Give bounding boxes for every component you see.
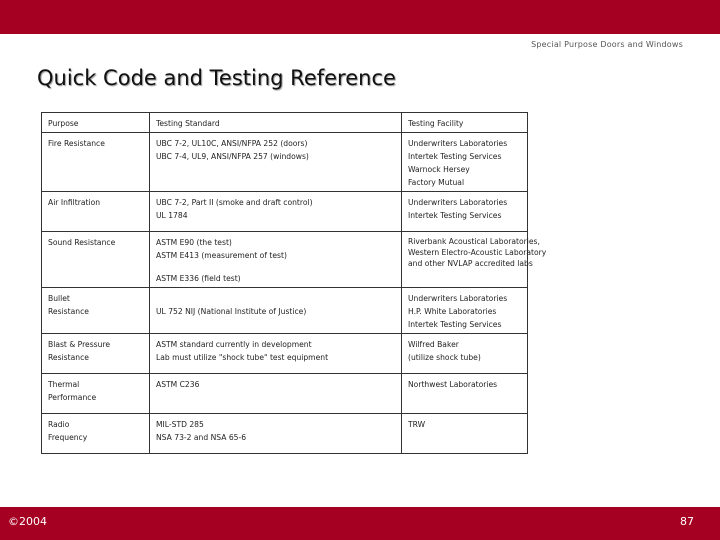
column-header-purpose: Purpose [42, 113, 150, 133]
bottom-brand-bar [0, 507, 720, 540]
facility-cell: Underwriters Laboratories H.P. White Laboratories Intertek Testing Services [402, 287, 528, 333]
facility-cell: Northwest Laboratories [402, 373, 528, 413]
purpose-cell: Thermal Performance [42, 373, 150, 413]
top-brand-bar [0, 0, 720, 34]
standard-cell: MIL-STD 285 NSA 73-2 and NSA 65-6 [150, 413, 402, 453]
standard-cell: ASTM C236 [150, 373, 402, 413]
table-row [42, 373, 528, 413]
column-header-facility: Testing Facility [402, 113, 528, 133]
reference-table [41, 112, 547, 454]
table-row [42, 333, 528, 373]
standard-cell: ASTM E90 (the test) ASTM E413 (measurement of test) [150, 232, 402, 272]
facility-cell: Underwriters Laboratories Intertek Testing Services Warnock Hersey Factory Mutual [402, 133, 528, 192]
copyright-notice: ©2004 [8, 515, 47, 528]
purpose-cell: Fire Resistance [42, 133, 150, 192]
facility-cell: TRW [402, 413, 528, 453]
facility-cell: Riverbank Acoustical Laboratories, Western Electro-Acoustic Laboratory and other NVLAP accredited labs [402, 232, 528, 272]
table-row [42, 192, 528, 232]
column-header-standard: Testing Standard [150, 113, 402, 133]
purpose-cell: Bullet Resistance [42, 287, 150, 333]
purpose-cell: Air Infiltration [42, 192, 150, 232]
table-row [42, 232, 528, 272]
facility-cell: Wilfred Baker (utilize shock tube) [402, 333, 528, 373]
purpose-cell: Blast & Pressure Resistance [42, 333, 150, 373]
purpose-cell-empty [42, 272, 150, 288]
page-number: 87 [680, 515, 694, 528]
table-row [42, 413, 528, 453]
table-row [42, 287, 528, 333]
standard-cell: UBC 7-2, Part II (smoke and draft control) UL 1784 [150, 192, 402, 232]
header-caption: Special Purpose Doors and Windows [531, 40, 683, 49]
facility-cell: Underwriters Laboratories Intertek Testing Services [402, 192, 528, 232]
standard-cell: UL 752 NIJ (National Institute of Justice) [150, 287, 402, 333]
facility-cell-empty [402, 272, 528, 288]
table-row-continuation [42, 272, 528, 288]
standard-cell: UBC 7-2, UL10C, ANSI/NFPA 252 (doors) UBC 7-4, UL9, ANSI/NFPA 257 (windows) [150, 133, 402, 192]
table-row [42, 133, 528, 192]
table-header-row [42, 113, 528, 133]
purpose-cell: Radio Frequency [42, 413, 150, 453]
purpose-cell: Sound Resistance [42, 232, 150, 272]
standard-cell: ASTM E336 (field test) [150, 272, 402, 288]
page-title: Quick Code and Testing Reference [37, 66, 396, 90]
standard-cell: ASTM standard currently in development Lab must utilize "shock tube" test equipment [150, 333, 402, 373]
